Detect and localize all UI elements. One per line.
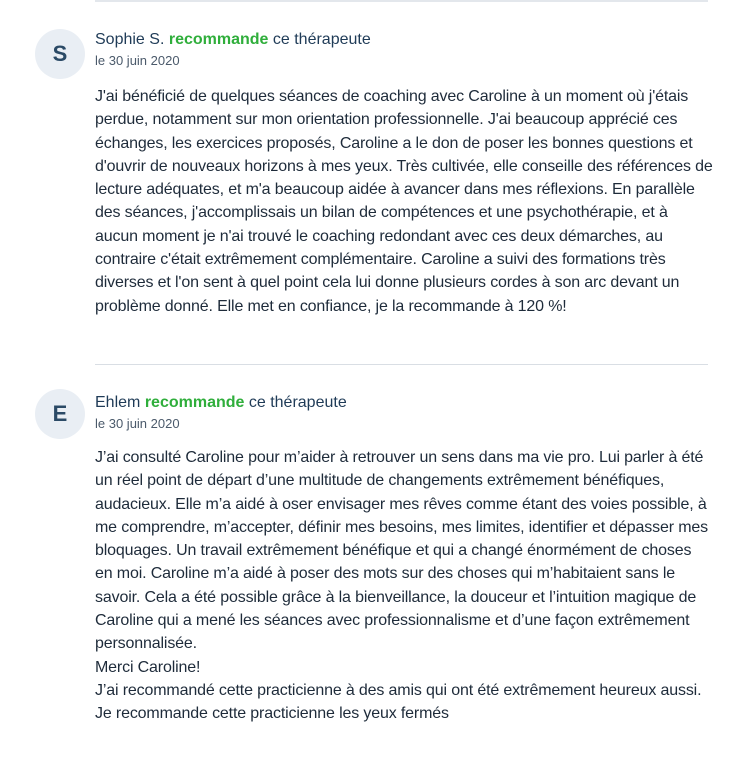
review-header bbox=[95, 393, 347, 413]
avatar: S bbox=[35, 29, 85, 79]
review-header bbox=[95, 30, 371, 50]
recommend-label: recommande bbox=[168, 31, 269, 48]
review-text bbox=[95, 85, 713, 318]
divider bbox=[95, 364, 708, 365]
divider bbox=[95, 0, 708, 2]
recommend-target: ce thérapeute bbox=[248, 394, 347, 411]
review-paragraph: J’ai consulté Caroline pour m’aider à retrouver un sens dans ma vie pro. Lui parler à été un réel point de départ d’une multitude de changements extrêmement bénéfiques, audacieux. Elle m’a aidé à oser envisager mes rêves comme étant des voies possible, à me comprendre, m’accepter, définir mes besoins, mes limites, identifier et dépasser mes bloquages. Un travail extrêmement bénéfique et qui a changé énormément de choses en moi. Caroline m’a aidé à poser des mots sur des choses qui m’habitaient sans le savoir. Cela a été possible grâce à la bienveillance, la douceur et l’intuition magique de Caroline qui a mené les séances avec professionnalisme et d’une façon extrêmement personnalisée. bbox=[95, 449, 708, 653]
review-date: le 30 juin 2020 bbox=[95, 416, 180, 431]
review-paragraph: Merci Caroline! bbox=[95, 658, 201, 676]
review-paragraph: J'ai bénéficié de quelques séances de coaching avec Caroline à un moment où j'étais perdue, notamment sur mon orientation professionnelle. J'ai beaucoup apprécié ces échanges, les exercices proposés, Caroline a le don de poser les bonnes questions et d'ouvrir de nouveaux horizons à mes yeux. Très cultivée, elle conseille des références de lecture adéquates, et m'a beaucoup aidée à avancer dans mes réflexions. En parallèle des séances, j'accomplissais un bilan de compétences et une psychothérapie, et à aucun moment je n'ai trouvé le coaching redondant avec ces deux démarches, au contraire c'était extrêmement complémentaire. Caroline a suivi des formations très diverses et l'on sent à quel point cela lui donne plusieurs cordes à son arc devant un problème donné. Elle met en confiance, je la recommande à 120 %! bbox=[95, 88, 713, 315]
avatar: E bbox=[35, 389, 85, 439]
author-name: Ehlem bbox=[95, 394, 141, 411]
review-date: le 30 juin 2020 bbox=[95, 53, 180, 68]
review-paragraph: J’ai recommandé cette practicienne à des amis qui ont été extrêmement heureux aussi. bbox=[95, 681, 702, 699]
review-text bbox=[95, 446, 713, 726]
author-name: Sophie S. bbox=[95, 31, 165, 48]
recommend-target: ce thérapeute bbox=[272, 31, 371, 48]
recommend-label: recommande bbox=[144, 394, 245, 411]
review-paragraph: Je recommande cette practicienne les yeux fermés bbox=[95, 705, 449, 723]
